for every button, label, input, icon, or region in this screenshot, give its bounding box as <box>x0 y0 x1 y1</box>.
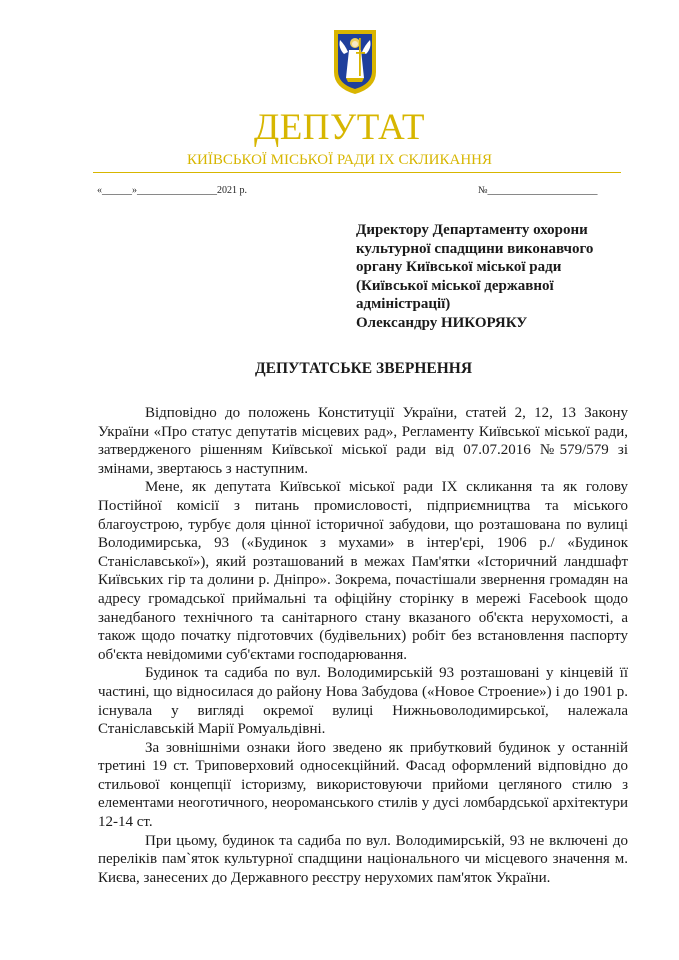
addressee-name: Олександру НИКОРЯКУ <box>356 314 528 331</box>
number-line: №______________________ <box>478 185 598 196</box>
document-heading: ДЕПУТАТСЬКЕ ЗВЕРНЕННЯ <box>254 360 473 377</box>
header-subtitle: КИЇВСЬКОЇ МІСЬКОЇ РАДИ IX СКЛИКАННЯ <box>187 152 492 168</box>
header-divider <box>93 172 621 173</box>
body-paragraph: Відповідно до положень Конституції України, статей 2, 12, 13 Закону України «Про статус депутатів місцевих рад», Регламенту Київської міської ради, затвердженого рішенням Київської міської ради від 07.07.2016 №579/579 зі змінами, звертаюсь з наступним. <box>98 405 628 477</box>
addressee-line: органу Київської міської ради <box>356 259 562 275</box>
addressee-line: культурної спадщини виконавчого <box>356 240 594 257</box>
body-paragraph: Мене, як депутата Київської міської ради IX скликання та як голову Постійної комісії з питань промисловості, підприємництва та міського благоустрою, турбує доля цінної історичної забудови, що розташована по вулиці Володимирська, 93 («Будинок з мухами» в інтер'єрі, 1906 р./ «Будинок Станіславської»), який розташований в межах Пам'ятки «Історичний ландшафт Київських гір та долини р. Дніпро». Зокрема, почастішали звернення громадян на адресу громадської приймальні та офіційну сторінку в мережі Facebook щодо занедбаного технічного та санітарного стану вказаного об'єкта нерухомості, а також щодо початку підготовчих (будівельних) робіт без встановлення паспорту об'єкта невідомими суб'єктами господарювання. <box>98 479 628 663</box>
date-line: «______»________________2021 р. <box>97 185 247 196</box>
addressee-line: (Київської міської державної <box>356 277 554 294</box>
header-title: ДЕПУТАТ <box>253 107 426 148</box>
body-paragraph: Будинок та садиба по вул. Володимирській 93 розташовані у кінцевій її частині, що відносилася до району Нова Забудова («Новое Строение») і до 1901 р. існувала у вигляді окремої вулиці Нижньоволодимирської, належала Станіславській Марії Ромуальдівні. <box>98 665 628 738</box>
addressee-line: Директору Департаменту охорони <box>356 222 588 238</box>
body-paragraph: При цьому, будинок та садиба по вул. Володимирській, 93 не включені до переліків пам`яток культурної спадщини національного чи місцевого значення м. Києва, занесених до Державного реєстру нерухомих пам'яток України. <box>98 832 628 886</box>
kyiv-coat-of-arms-icon <box>332 28 378 96</box>
body-paragraph: За зовнішніми ознаки його зведено як прибутковий будинок у останній третині 19 ст. Триповерховий односекційний. Фасад оформлений відповідно до стильової концепції історизму, використовуючи прийоми цегляного стилю з елементами неоготичного, неороманського стилів у дусі ломбардської архітектури 12-14 ст. <box>98 739 628 831</box>
addressee-line: адміністрації) <box>356 296 451 312</box>
document-body <box>98 404 628 887</box>
addressee-block <box>356 221 626 332</box>
